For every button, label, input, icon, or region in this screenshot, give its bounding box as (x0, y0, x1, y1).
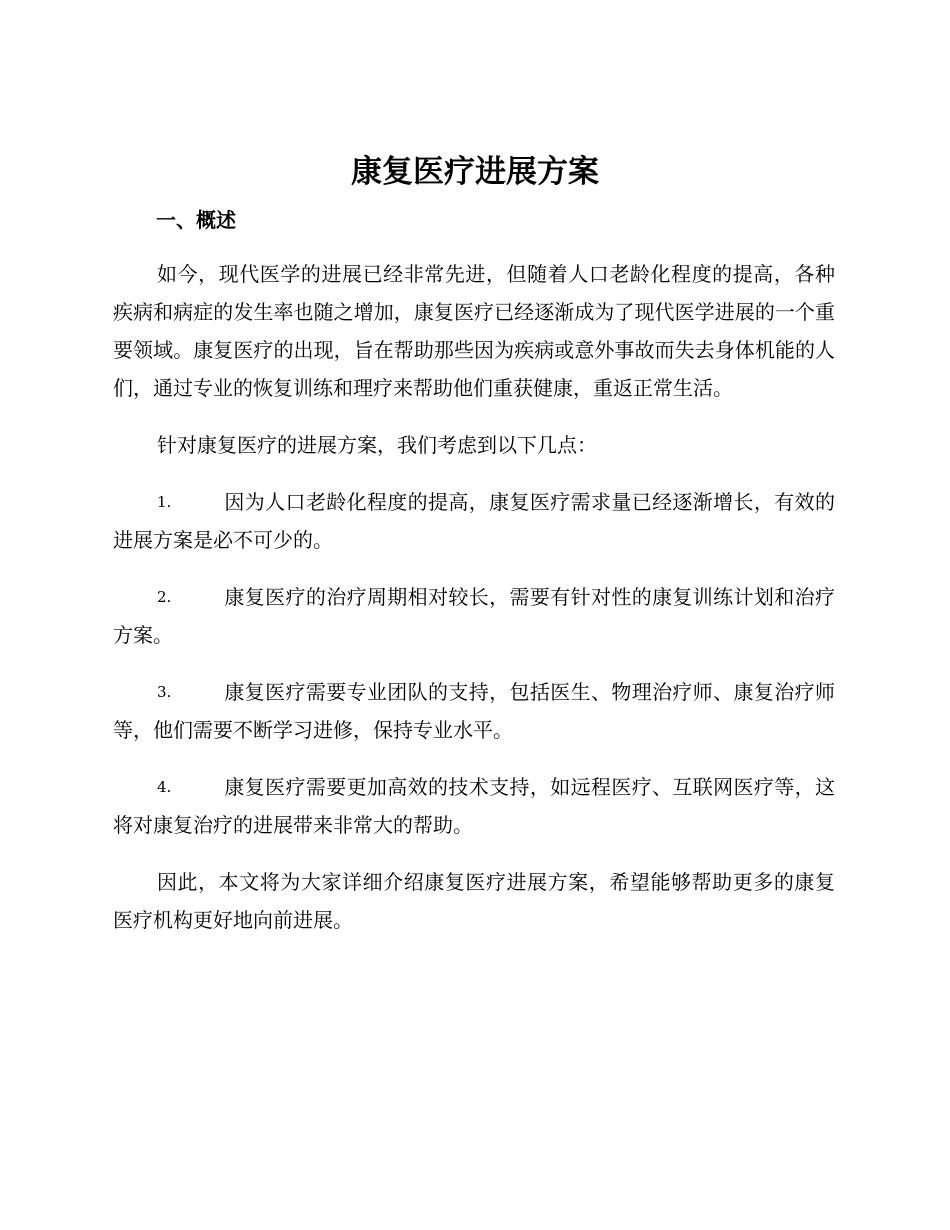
list-item (113, 578, 835, 654)
section-heading: 一、概述 (156, 208, 236, 232)
list-item (113, 483, 835, 559)
intro-paragraph: 如今，现代医学的进展已经非常先进，但随着人口老龄化程度的提高，各种疾病和病症的发生率也随之增加，康复医疗已经逐渐成为了现代医学进展的一个重要领域。康复医疗的出现，旨在帮助那些因为疾病或意外事故而失去身体机能的人们，通过专业的恢复训练和理疗来帮助他们重获健康，重返正常生活。 (113, 262, 835, 400)
list-item-text: 康复医疗的治疗周期相对较长，需要有针对性的康复训练计划和治疗方案。 (113, 585, 835, 647)
list-number: 3. (157, 683, 172, 701)
list-item-text: 康复医疗需要更加高效的技术支持，如远程医疗、互联网医疗等，这将对康复治疗的进展带来非常大的帮助。 (113, 775, 835, 837)
list-item (113, 768, 835, 844)
document-title: 康复医疗进展方案 (351, 154, 599, 190)
list-item (113, 673, 835, 749)
closing-paragraph: 因此，本文将为大家详细介绍康复医疗进展方案，希望能够帮助更多的康复医疗机构更好地向前进展。 (113, 870, 835, 932)
list-number: 4. (157, 778, 172, 796)
list-item-text: 因为人口老龄化程度的提高，康复医疗需求量已经逐渐增长，有效的进展方案是必不可少的。 (113, 490, 835, 552)
list-item-text: 康复医疗需要专业团队的支持，包括医生、物理治疗师、康复治疗师等，他们需要不断学习进修，保持专业水平。 (113, 680, 835, 742)
list-number: 2. (157, 588, 172, 606)
lead-in-paragraph: 针对康复医疗的进展方案，我们考虑到以下几点： (157, 433, 597, 457)
list-number: 1. (157, 493, 172, 511)
document-body (113, 255, 835, 958)
